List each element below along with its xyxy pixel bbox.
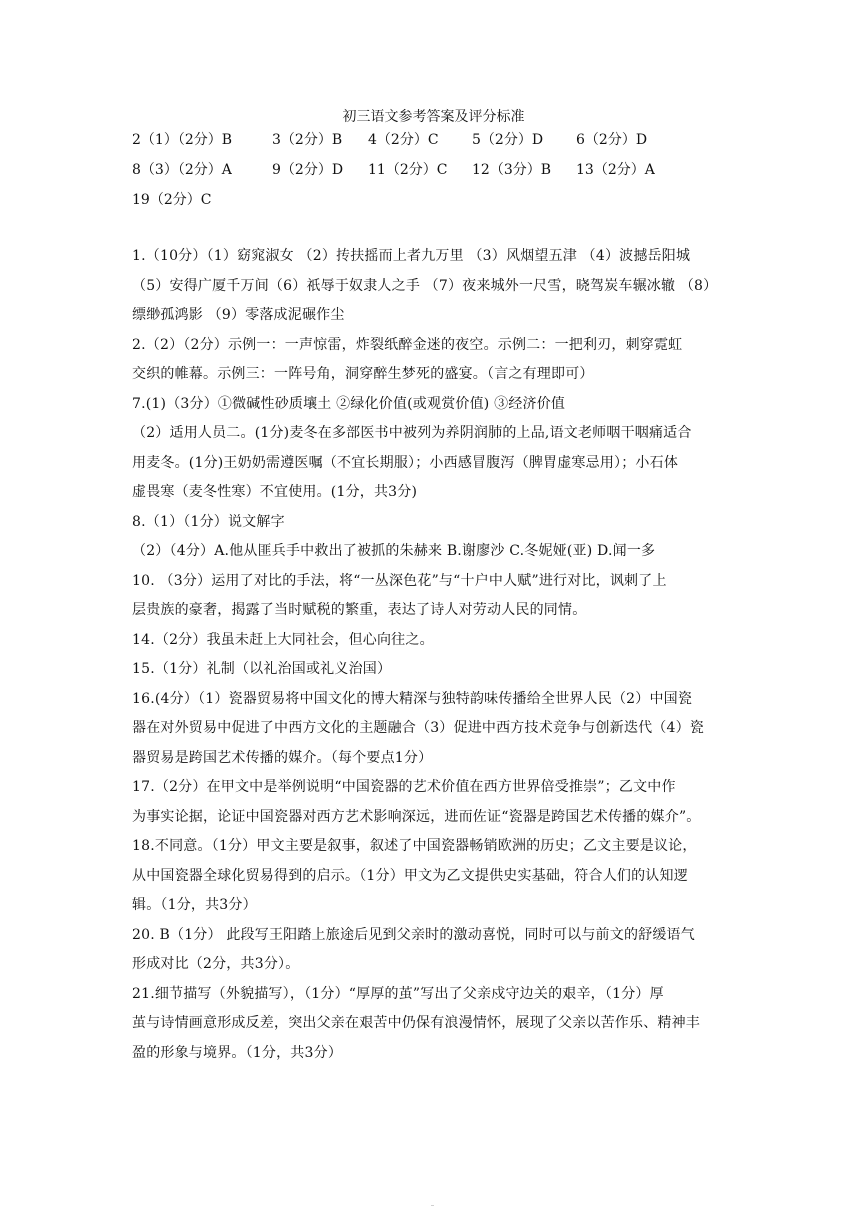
answer-line: 层贵族的豪奢，揭露了当时赋税的繁重，表达了诗人对劳动人民的同情。: [132, 602, 587, 618]
mc-answer: 9（2分）D: [272, 162, 344, 178]
answer-line: （5）安得广厦千万间（6）祇辱于奴隶人之手 （7）夜来城外一尺雪，晓驾炭车辗冰辙 （8）: [132, 277, 718, 294]
page-title: 初三语文参考答案及评分标准: [342, 109, 525, 125]
answer-line: 缥缈孤鸿影 （9）零落成泥碾作尘: [132, 307, 345, 323]
answer-line: 10. （3分）运用了对比的手法，将“一丛深色花”与“十户中人赋”进行对比，讽刺了上: [132, 572, 667, 589]
answer-line: 为事实论据，论证中国瓷器对西方艺术影响深远，进而佐证“瓷器是跨国艺术传播的媒介”。: [132, 808, 701, 825]
answer-line: 器在对外贸易中促进了中西方文化的主题融合（3）促进中西方技术竞争与创新迭代（4）瓷: [132, 720, 705, 736]
answer-line: （2）适用人员二。(1分)麦冬在多部医书中被列为养阴润肺的上品,语文老师咽干咽痛适合: [132, 425, 692, 441]
answer-line: 辑。（1分，共3分）: [132, 897, 257, 913]
answer-line: 16.(4分）（1）瓷器贸易将中国文化的博大精深与独特韵味传播给全世界人民（2）中国瓷: [132, 690, 693, 707]
answer-line: 虚畏寒（麦冬性寒）不宜使用。(1分，共3分): [132, 484, 418, 500]
answer-line: 20. B（1分） 此段写王阳踏上旅途后见到父亲时的激动喜悦，同时可以与前文的舒缓语气: [132, 926, 695, 943]
answer-line: 盈的形象与境界。（1分，共3分）: [132, 1044, 343, 1061]
answer-line: 2.（2）（2分）示例一：一声惊雷，炸裂纸醉金迷的夜空。示例二：一把利刃，刺穿霓虹: [132, 336, 683, 353]
answer-body: [132, 242, 744, 1068]
answer-line: 21.细节描写（外貌描写），（1分）“厚厚的茧”写出了父亲戍守边关的艰辛，（1分）厚: [132, 985, 664, 1002]
answer-line: 茧与诗情画意形成反差，突出父亲在艰苦中仍保有浪漫情怀，展现了父亲以苦作乐、精神丰: [132, 1015, 700, 1031]
mc-answer: 8（3）（2分）A: [132, 162, 232, 178]
mc-answer: 2（1）（2分）B: [132, 132, 233, 148]
answer-line: 形成对比（2分，共3分）。: [132, 956, 300, 972]
mc-answer: 4（2分）C: [368, 132, 439, 148]
answer-line: 交织的帷幕。示例三：一阵号角，洞穿醉生梦死的盛宴。（言之有理即可）: [132, 366, 594, 382]
mc-answer: 3（2分）B: [272, 132, 343, 148]
mc-answer: 19（2分）C: [132, 192, 212, 208]
answer-line: 18.不同意。（1分）甲文主要是叙事，叙述了中国瓷器畅销欧洲的历史；乙文主要是议论，: [132, 838, 697, 854]
mc-answer: 5（2分）D: [472, 132, 544, 148]
answer-line: 14.（2分）我虽未赶上大同社会，但心向往之。: [132, 631, 434, 648]
answer-line: 7.(1)（3分）①微碱性砂质壤土 ②绿化价值(或观赏价值) ③经济价值: [132, 395, 566, 412]
answer-line: （2）（4分）A.他从匪兵手中救出了被抓的朱赫来 B.谢廖沙 C.冬妮娅(亚) D.闻一多: [132, 543, 656, 559]
answer-line: 15.（1分）礼制（以礼治国或礼义治国）: [132, 661, 392, 677]
answer-line: 用麦冬。(1分)王奶奶需遵医嘱（不宜长期服）；小西感冒腹泻（脾胃虚寒忌用）；小石体: [132, 454, 679, 471]
answer-line: 器贸易是跨国艺术传播的媒介。（每个要点1分）: [132, 749, 433, 766]
answer-line: 17.（2分）在甲文中是举例说明“中国瓷器的艺术价值在西方世界倍受推崇”；乙文中作: [132, 779, 676, 795]
mc-answer: 11（2分）C: [368, 162, 448, 178]
answer-line: 8.（1）（1分）说文解字: [132, 513, 285, 530]
answer-line: 从中国瓷器全球化贸易得到的启示。（1分）甲文为乙文提供史实基础，符合人们的认知逻: [132, 867, 688, 884]
mc-answer: 12（3分）B: [472, 162, 552, 178]
mc-answer: 6（2分）D: [576, 132, 648, 148]
answer-line: 1.（10分）（1）窈窕淑女 （2）抟扶摇而上者九万里 （3）风烟望五津 （4）波撼岳阳城: [132, 248, 691, 264]
mc-answer: 13（2分）A: [576, 162, 655, 178]
page-mark: [431, 1205, 434, 1206]
